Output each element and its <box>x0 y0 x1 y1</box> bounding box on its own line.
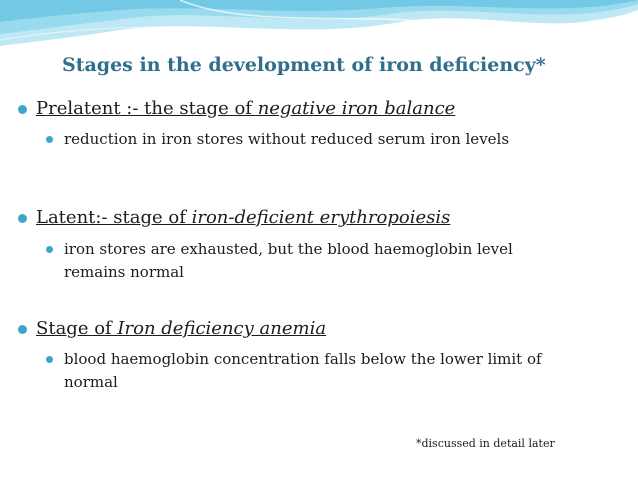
bullet-prefix: Stage of <box>36 318 118 339</box>
bullet-prefix: Prelatent :- the stage of <box>36 98 258 119</box>
bullet-emphasis: negative iron balance <box>257 98 456 119</box>
subbullet-dot <box>46 356 53 363</box>
bullet-emphasis: iron-deficient erythropoiesis <box>191 207 451 228</box>
bullet-text <box>36 318 326 339</box>
bullet-dot <box>18 214 27 223</box>
subbullet-text: reduction in iron stores without reduced serum iron levels <box>64 130 510 148</box>
bullet-dot <box>18 325 27 334</box>
subbullet-dot <box>46 136 53 143</box>
subbullet-dot <box>46 246 53 253</box>
bullet-text <box>36 207 450 228</box>
subbullet-text: iron stores are exhausted, but the blood haemoglobin level remains normal <box>64 240 513 281</box>
subbullet-text: blood haemoglobin concentration falls below the lower limit of normal <box>64 350 542 391</box>
bullet-prefix: Latent:- stage of <box>36 207 192 228</box>
bullet-dot <box>18 105 27 114</box>
slide-title: Stages in the development of iron deficiency* <box>62 54 546 76</box>
footnote: *discussed in detail later <box>416 437 555 450</box>
bullet-emphasis: Iron deficiency anemia <box>117 318 327 339</box>
bullet-text <box>36 98 455 119</box>
